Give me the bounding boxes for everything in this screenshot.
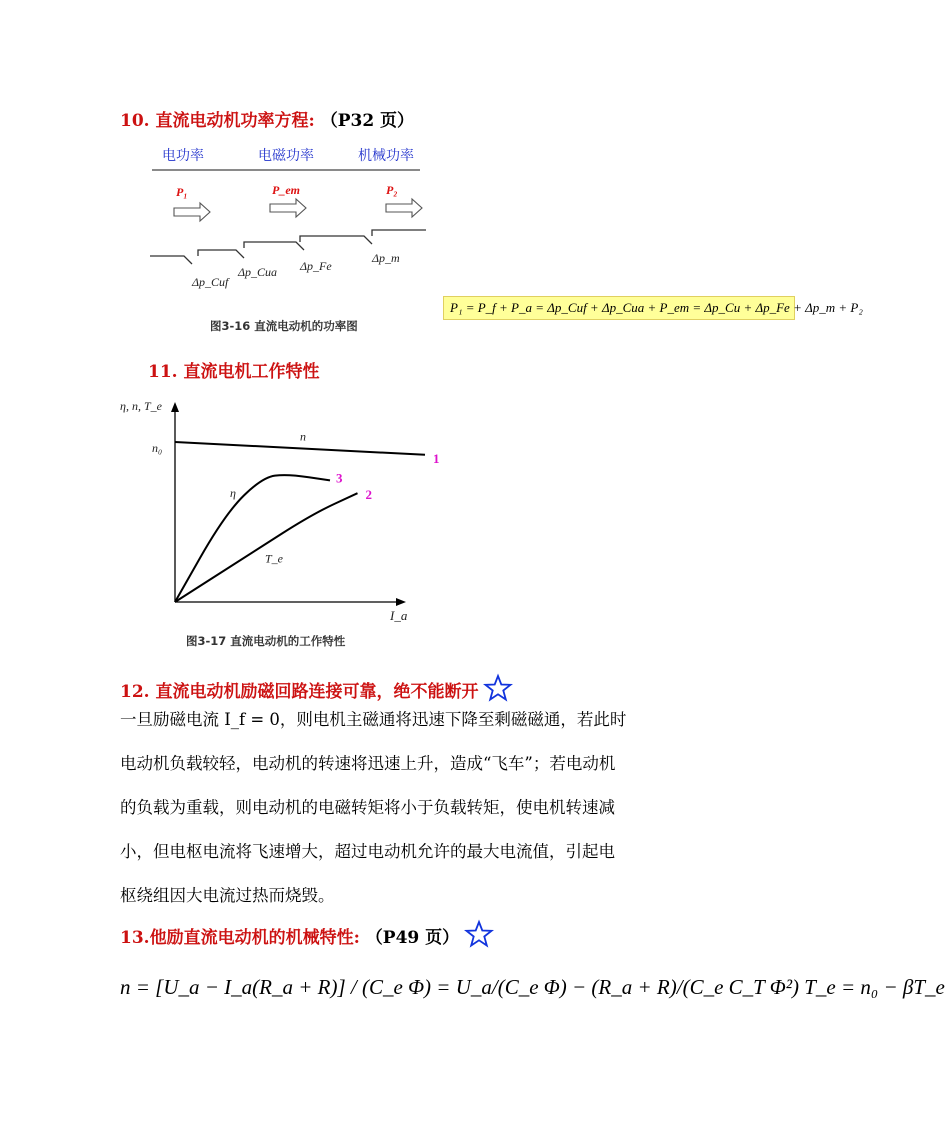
diagram-loss-m: Δp_m [372,251,400,265]
section13-title: 他励直流电动机的机械特性: [149,928,360,948]
diagram-power-p2: P₂ [386,183,398,197]
diagram-power-pem: P_em [272,183,300,197]
paragraph-line: 一旦励磁电流 I_f = 0，则电机主磁通将迅速下降至剩磁磁通，若此时 [120,710,627,729]
diagram-header-electric: 电功率 [162,149,204,164]
section13-number: 13. [120,928,150,948]
diagram-header-mech: 机械功率 [358,149,414,164]
paragraph-line: 电动机负载较轻，电动机的转速将迅速上升，造成“飞车”；若电动机 [120,754,616,773]
section13-heading [120,920,493,948]
arrow-icon [270,199,306,217]
diagram-power-p1: P₁ [176,185,188,199]
chart-series-number-2: 2 [365,487,372,503]
diagram-loss-fe: Δp_Fe [300,259,332,273]
diagram-loss-cuf: Δp_Cuf [192,275,229,289]
arrow-icon [386,199,422,217]
section12-number: 12. [120,682,150,702]
power-flow-diagram [140,140,430,320]
section11-title: 直流电机工作特性 [183,362,320,382]
working-characteristics-chart [118,390,440,635]
chart-series-number-1: 1 [433,450,440,466]
chart-series-2 [175,493,358,602]
section10-number: 10. [120,111,150,131]
diagram-arrows [174,199,422,221]
diagram-loss-cua: Δp_Cua [238,265,278,279]
chart-ylabel: η, n, T_e [120,399,162,413]
section12-title: 直流电动机励磁回路连接可靠，绝不能断开 [155,682,479,702]
section10-ref: （P32 页） [320,111,415,131]
section11-number: 11. [148,362,178,382]
diagram-header-em: 电磁功率 [258,149,314,164]
chart-series-3 [175,475,330,602]
star-icon [465,920,493,948]
section11-heading [148,357,320,382]
chart-x-arrow-icon [396,598,406,606]
paragraph-line: 的负载为重载，则电动机的电磁转矩将小于负载转矩，使电机转速减 [120,798,615,817]
chart-series-number-3: 3 [336,470,343,486]
arrow-icon [174,203,210,221]
chart-series-name-1: n [300,429,306,444]
chart-series-name-2: T_e [265,551,283,566]
chart-ytick-n0: n₀ [152,441,163,455]
figure-caption-3-17: 图3-17 直流电动机的工作特性 [186,634,346,648]
figure-caption-3-16: 图3-16 直流电动机的功率图 [210,319,358,333]
chart-y-arrow-icon [171,402,179,412]
paragraph-line: 小，但电枢电流将飞速增大，超过电动机允许的最大电流值，引起电 [120,842,615,861]
paragraph-line: 枢绕组因大电流过热而烧毁。 [120,886,335,905]
section12-paragraph [120,698,680,918]
chart-series-1 [175,442,425,455]
section10-heading [120,106,414,131]
chart-series-name-3: η [230,486,236,501]
power-equation-box: P₁ = P_f + P_a = Δp_Cuf + Δp_Cua + P_em = Δp_Cu + Δp_Fe + Δp_m + P₂ [443,296,795,320]
section10-title: 直流电动机功率方程: [155,111,315,131]
chart-xlabel: I_a [390,608,408,623]
mechanical-characteristic-formula: n = [U_a − I_a(R_a + R)] / (C_e Φ) = U_a/(C_e Φ) − (R_a + R)/(C_e C_T Φ²) T_e = n₀ − βT_e [120,975,945,999]
section13-ref: （P49 页） [365,928,460,948]
